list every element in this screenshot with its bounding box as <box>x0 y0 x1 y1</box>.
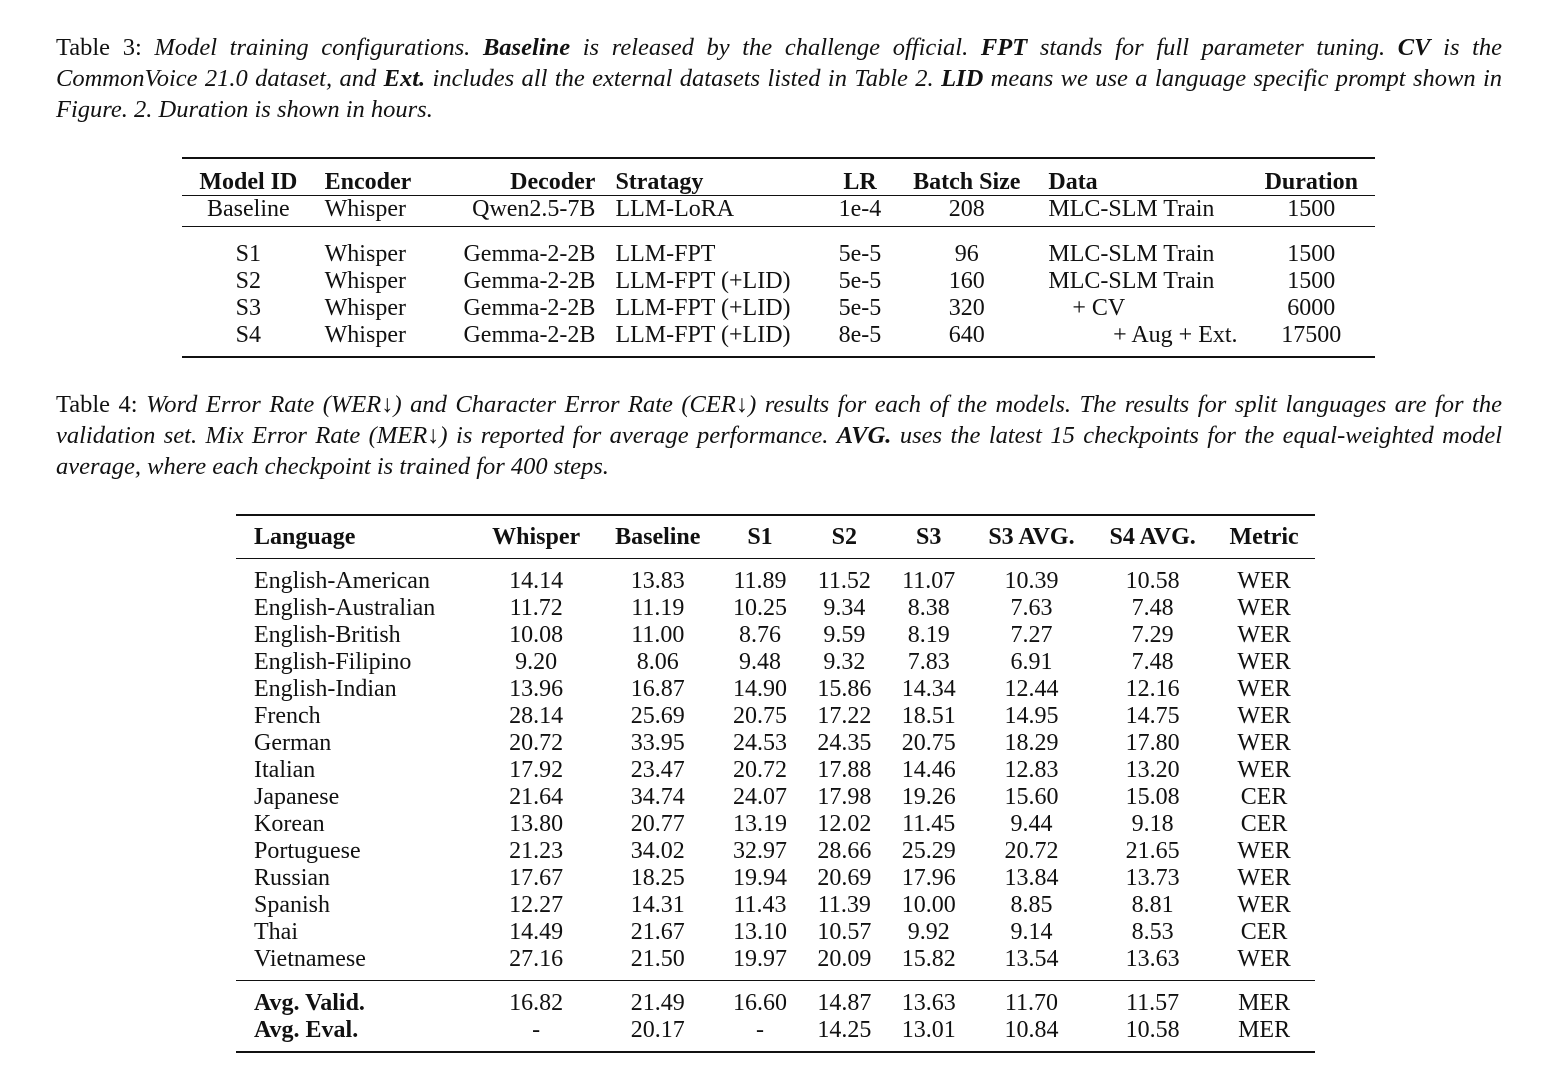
cell-s4-avg: 21.65 <box>1125 838 1180 864</box>
cell-model-id: Baseline <box>207 196 290 222</box>
cell-language: English-Australian <box>254 595 436 621</box>
caption-bold-term: Ext. <box>383 65 426 92</box>
cell-metric: CER <box>1240 784 1288 810</box>
header-duration: Duration <box>1264 169 1358 195</box>
cell-s2: 9.59 <box>823 622 866 648</box>
cell-s2: 9.34 <box>823 595 866 621</box>
cell-data: + Aug + Ext. <box>1113 322 1238 348</box>
cell-s2: 12.02 <box>817 811 872 837</box>
cell-s1: 11.43 <box>733 892 787 918</box>
header-baseline: Baseline <box>615 524 701 550</box>
cell-metric: WER <box>1237 838 1291 864</box>
cell-s3: 25.29 <box>901 838 956 864</box>
cell-baseline: 21.50 <box>630 946 685 972</box>
cell-s3: 13.63 <box>901 990 956 1016</box>
cell-model-id: S1 <box>235 241 261 267</box>
cell-duration: 6000 <box>1287 295 1336 321</box>
table-row <box>182 227 1375 269</box>
cell-s1: 8.76 <box>738 622 781 648</box>
cell-language: Korean <box>254 811 325 837</box>
cell-model-id: S4 <box>235 322 261 348</box>
cell-encoder: Whisper <box>324 196 406 222</box>
table-header-row <box>182 158 1375 196</box>
caption-text: stands for full parameter tuning. <box>1039 34 1386 61</box>
cell-baseline: 8.06 <box>636 649 679 675</box>
cell-data: MLC-SLM Train <box>1048 241 1215 267</box>
cell-language: English-British <box>254 622 401 648</box>
cell-strategy: LLM-FPT (+LID) <box>615 268 791 294</box>
cell-language: Italian <box>254 757 316 783</box>
header-batch-size: Batch Size <box>913 169 1021 195</box>
cell-lr: 5e-5 <box>838 295 882 321</box>
cell-decoder: Gemma-2-2B <box>463 241 596 267</box>
cell-s1: 19.94 <box>732 865 787 891</box>
cell-s2: 20.69 <box>817 865 872 891</box>
cell-s3-avg: 7.27 <box>1010 622 1053 648</box>
cell-metric: CER <box>1240 919 1288 945</box>
cell-whisper: 10.08 <box>509 622 564 648</box>
cell-metric: MER <box>1238 990 1291 1016</box>
cell-whisper: 20.72 <box>509 730 564 756</box>
header-metric: Metric <box>1229 524 1299 550</box>
cell-s3: 17.96 <box>901 865 956 891</box>
cell-s4-avg: 9.18 <box>1131 811 1174 837</box>
cell-s1: 14.90 <box>732 676 787 702</box>
header-lr: LR <box>843 169 877 195</box>
cell-data: MLC-SLM Train <box>1048 268 1215 294</box>
cell-s4-avg: 10.58 <box>1125 568 1180 594</box>
header-s3-avg: S3 AVG. <box>988 524 1075 550</box>
cell-model-id: S2 <box>235 268 261 294</box>
table-row <box>236 703 1315 730</box>
cell-baseline: 21.49 <box>630 990 685 1016</box>
cell-s3: 11.45 <box>902 811 956 837</box>
cell-s1: 24.07 <box>732 784 787 810</box>
cell-baseline: 34.02 <box>630 838 685 864</box>
cell-s3: 15.82 <box>901 946 956 972</box>
cell-metric: WER <box>1237 946 1291 972</box>
cell-language: Thai <box>254 919 298 945</box>
cell-lr: 8e-5 <box>838 322 882 348</box>
header-s1: S1 <box>747 524 773 550</box>
training-config-table <box>182 157 1375 358</box>
table-row <box>236 946 1315 981</box>
cell-strategy: LLM-FPT (+LID) <box>615 295 791 321</box>
cell-whisper: 17.67 <box>509 865 564 891</box>
cell-model-id: S3 <box>235 295 261 321</box>
cell-data: MLC-SLM Train <box>1048 196 1215 222</box>
cell-s2: 20.09 <box>817 946 872 972</box>
cell-metric: WER <box>1237 568 1291 594</box>
table4-caption <box>56 389 1502 482</box>
cell-whisper: 9.20 <box>515 649 558 675</box>
cell-encoder: Whisper <box>324 295 406 321</box>
header-model-id: Model ID <box>199 169 298 195</box>
cell-language: French <box>254 703 321 729</box>
cell-baseline: 16.87 <box>630 676 685 702</box>
cell-s3-avg: 10.84 <box>1004 1017 1059 1043</box>
cell-s3: 14.46 <box>901 757 956 783</box>
table-row <box>182 268 1375 295</box>
cell-encoder: Whisper <box>324 322 406 348</box>
cell-s3-avg: 20.72 <box>1004 838 1059 864</box>
header-s3: S3 <box>916 524 942 550</box>
cell-baseline: 20.77 <box>630 811 685 837</box>
cell-whisper: 13.80 <box>509 811 564 837</box>
table-row <box>236 919 1315 946</box>
cell-baseline: 18.25 <box>630 865 685 891</box>
cell-s2: 11.39 <box>817 892 871 918</box>
cell-metric: WER <box>1237 892 1291 918</box>
header-s2: S2 <box>831 524 858 550</box>
cell-language: Avg. Valid. <box>254 990 365 1016</box>
cell-s2: 15.86 <box>817 676 872 702</box>
cell-language: Japanese <box>254 784 340 810</box>
cell-s3: 8.19 <box>907 622 950 648</box>
cell-whisper: 16.82 <box>509 990 564 1016</box>
cell-strategy: LLM-FPT <box>615 241 716 267</box>
cell-s4-avg: 14.75 <box>1125 703 1180 729</box>
cell-whisper: 27.16 <box>509 946 564 972</box>
cell-metric: CER <box>1240 811 1288 837</box>
cell-encoder: Whisper <box>324 268 406 294</box>
table3-caption <box>56 32 1502 125</box>
cell-s4-avg: 13.73 <box>1125 865 1180 891</box>
cell-s1: 13.19 <box>732 811 787 837</box>
cell-duration: 17500 <box>1281 322 1342 348</box>
table-row <box>236 838 1315 865</box>
header-s4-avg: S4 AVG. <box>1109 524 1196 550</box>
cell-whisper: 13.96 <box>509 676 564 702</box>
table-row <box>236 676 1315 703</box>
cell-s3: 20.75 <box>901 730 956 756</box>
cell-s3: 7.83 <box>907 649 950 675</box>
cell-lr: 5e-5 <box>838 268 882 294</box>
cell-baseline: 21.67 <box>630 919 685 945</box>
cell-s3-avg: 10.39 <box>1004 568 1059 594</box>
cell-s3-avg: 11.70 <box>1004 990 1059 1016</box>
cell-metric: WER <box>1237 595 1291 621</box>
cell-language: Portuguese <box>254 838 361 864</box>
cell-s4-avg: 15.08 <box>1125 784 1180 810</box>
cell-s2: 28.66 <box>817 838 872 864</box>
cell-s1: 20.75 <box>732 703 787 729</box>
cell-encoder: Whisper <box>324 241 406 267</box>
cell-lr: 1e-4 <box>838 196 882 222</box>
cell-s3-avg: 13.54 <box>1004 946 1059 972</box>
cell-whisper: - <box>532 1017 541 1043</box>
cell-language: English-American <box>254 568 430 594</box>
header-decoder: Decoder <box>510 169 596 195</box>
cell-batch-size: 96 <box>954 241 979 267</box>
caption-bold-term: LID <box>941 65 984 92</box>
cell-s1: 24.53 <box>732 730 787 756</box>
cell-s1: 16.60 <box>732 990 787 1016</box>
table4-caption-label: Table 4: <box>56 391 138 418</box>
table-row <box>236 811 1315 838</box>
table-row <box>236 865 1315 892</box>
cell-s3-avg: 13.84 <box>1004 865 1059 891</box>
cell-metric: WER <box>1237 703 1291 729</box>
cell-s3-avg: 12.44 <box>1004 676 1059 702</box>
cell-baseline: 23.47 <box>630 757 685 783</box>
cell-decoder: Gemma-2-2B <box>463 322 596 348</box>
cell-batch-size: 640 <box>948 322 985 348</box>
cell-decoder: Gemma-2-2B <box>463 268 596 294</box>
cell-whisper: 14.49 <box>509 919 564 945</box>
cell-s3: 8.38 <box>907 595 950 621</box>
cell-s4-avg: 10.58 <box>1125 1017 1180 1043</box>
table-row <box>236 595 1315 622</box>
table-row <box>236 649 1315 676</box>
cell-s2: 9.32 <box>823 649 866 675</box>
cell-s4-avg: 11.57 <box>1126 990 1180 1016</box>
header-strategy: Stratagy <box>615 169 704 195</box>
cell-whisper: 21.23 <box>509 838 564 864</box>
cell-s4-avg: 8.81 <box>1131 892 1174 918</box>
cell-s3-avg: 12.83 <box>1004 757 1059 783</box>
cell-s2: 14.87 <box>817 990 872 1016</box>
table-row <box>182 295 1375 322</box>
cell-s1: - <box>755 1017 764 1043</box>
cell-whisper: 21.64 <box>509 784 564 810</box>
cell-metric: WER <box>1237 676 1291 702</box>
cell-s4-avg: 13.20 <box>1125 757 1180 783</box>
cell-metric: MER <box>1238 1017 1291 1043</box>
caption-bold-term: AVG. <box>836 422 892 449</box>
cell-duration: 1500 <box>1287 268 1336 294</box>
cell-s4-avg: 13.63 <box>1125 946 1180 972</box>
table-row <box>182 196 1375 227</box>
cell-s3: 13.01 <box>901 1017 956 1043</box>
error-rate-results-table <box>236 514 1315 1053</box>
cell-s3-avg: 9.44 <box>1010 811 1053 837</box>
cell-s1: 19.97 <box>732 946 787 972</box>
cell-s2: 24.35 <box>817 730 872 756</box>
table-average-row <box>236 1017 1315 1052</box>
caption-bold-term: FPT <box>980 34 1028 61</box>
cell-language: German <box>254 730 332 756</box>
caption-text: includes all the external datasets listed in Table 2. <box>432 65 934 92</box>
caption-text: Word Error Rate (WER↓) and Character Error Rate (CER↓) results for each of the models. The results for split languages are for the validation set. Mix Error Rate (MER↓) is reported for average performance. <box>56 391 1502 449</box>
table-row <box>236 730 1315 757</box>
caption-bold-term: CV <box>1397 34 1431 61</box>
header-whisper: Whisper <box>492 524 581 550</box>
cell-s3: 18.51 <box>901 703 956 729</box>
cell-language: Spanish <box>254 892 331 918</box>
cell-s2: 10.57 <box>817 919 872 945</box>
cell-duration: 1500 <box>1287 196 1336 222</box>
cell-whisper: 17.92 <box>509 757 564 783</box>
table-row <box>236 559 1315 596</box>
cell-s4-avg: 7.48 <box>1131 595 1174 621</box>
cell-whisper: 14.14 <box>509 568 564 594</box>
cell-s1: 10.25 <box>732 595 787 621</box>
cell-s4-avg: 7.29 <box>1131 622 1174 648</box>
cell-metric: WER <box>1237 622 1291 648</box>
cell-s3-avg: 8.85 <box>1010 892 1053 918</box>
cell-s3-avg: 15.60 <box>1004 784 1059 810</box>
caption-text: is released by the challenge official. <box>582 34 969 61</box>
cell-batch-size: 208 <box>948 196 985 222</box>
header-encoder: Encoder <box>324 169 412 195</box>
cell-metric: WER <box>1237 730 1291 756</box>
results-body <box>236 559 1315 1053</box>
cell-metric: WER <box>1237 865 1291 891</box>
cell-s4-avg: 12.16 <box>1125 676 1180 702</box>
cell-s1: 9.48 <box>738 649 781 675</box>
cell-s2: 17.22 <box>817 703 872 729</box>
caption-text: means we use a language specific prompt shown in Figure. 2. Duration is shown in hours. <box>56 65 1503 123</box>
cell-whisper: 12.27 <box>509 892 564 918</box>
cell-s3-avg: 6.91 <box>1010 649 1053 675</box>
cell-s3: 9.92 <box>907 919 950 945</box>
cell-s1: 11.89 <box>733 568 787 594</box>
cell-baseline: 20.17 <box>630 1017 685 1043</box>
cell-batch-size: 320 <box>948 295 985 321</box>
caption-bold-term: Baseline <box>482 34 571 61</box>
cell-s3: 11.07 <box>902 568 956 594</box>
cell-s3: 19.26 <box>901 784 956 810</box>
cell-s2: 17.98 <box>817 784 872 810</box>
cell-language: English-Filipino <box>254 649 412 675</box>
cell-baseline: 11.19 <box>631 595 685 621</box>
table-row <box>236 622 1315 649</box>
cell-strategy: LLM-LoRA <box>615 196 735 222</box>
cell-strategy: LLM-FPT (+LID) <box>615 322 791 348</box>
cell-metric: WER <box>1237 757 1291 783</box>
cell-language: Avg. Eval. <box>254 1017 359 1043</box>
cell-whisper: 11.72 <box>509 595 563 621</box>
caption-text: is the CommonVoice 21.0 dataset, and <box>56 34 1503 92</box>
cell-lr: 5e-5 <box>838 241 882 267</box>
cell-s3: 10.00 <box>901 892 956 918</box>
table-row <box>236 892 1315 919</box>
header-language: Language <box>254 524 356 550</box>
cell-s2: 11.52 <box>817 568 871 594</box>
cell-s2: 14.25 <box>817 1017 872 1043</box>
cell-baseline: 25.69 <box>630 703 685 729</box>
cell-s1: 32.97 <box>732 838 787 864</box>
cell-s4-avg: 17.80 <box>1125 730 1180 756</box>
cell-language: Vietnamese <box>254 946 366 972</box>
cell-s3: 14.34 <box>901 676 956 702</box>
cell-metric: WER <box>1237 649 1291 675</box>
cell-duration: 1500 <box>1287 241 1336 267</box>
cell-baseline: 13.83 <box>630 568 685 594</box>
table-row <box>236 757 1315 784</box>
cell-language: Russian <box>254 865 331 891</box>
cell-baseline: 34.74 <box>630 784 685 810</box>
cell-s3-avg: 9.14 <box>1010 919 1053 945</box>
cell-language: English-Indian <box>254 676 397 702</box>
cell-s3-avg: 18.29 <box>1004 730 1059 756</box>
table3-caption-label: Table 3: <box>56 34 142 61</box>
cell-whisper: 28.14 <box>509 703 564 729</box>
cell-baseline: 33.95 <box>630 730 685 756</box>
cell-s4-avg: 7.48 <box>1131 649 1174 675</box>
header-data: Data <box>1048 169 1098 195</box>
cell-s1: 13.10 <box>732 919 787 945</box>
cell-s1: 20.72 <box>732 757 787 783</box>
caption-text: uses the latest 15 checkpoints for the equal-weighted model average, where each checkpoint is trained for 400 steps. <box>56 422 1503 480</box>
table-header-row <box>236 515 1315 559</box>
caption-text: Model training configurations. <box>154 34 471 61</box>
table-row <box>236 784 1315 811</box>
cell-baseline: 11.00 <box>631 622 685 648</box>
cell-batch-size: 160 <box>948 268 985 294</box>
cell-s3-avg: 7.63 <box>1010 595 1053 621</box>
cell-data: + CV <box>1072 295 1126 321</box>
cell-s3-avg: 14.95 <box>1004 703 1059 729</box>
cell-baseline: 14.31 <box>630 892 685 918</box>
table-average-row <box>236 981 1315 1018</box>
table-row <box>182 322 1375 357</box>
cell-decoder: Qwen2.5-7B <box>472 196 596 222</box>
cell-decoder: Gemma-2-2B <box>463 295 596 321</box>
cell-s2: 17.88 <box>817 757 872 783</box>
cell-s4-avg: 8.53 <box>1131 919 1174 945</box>
